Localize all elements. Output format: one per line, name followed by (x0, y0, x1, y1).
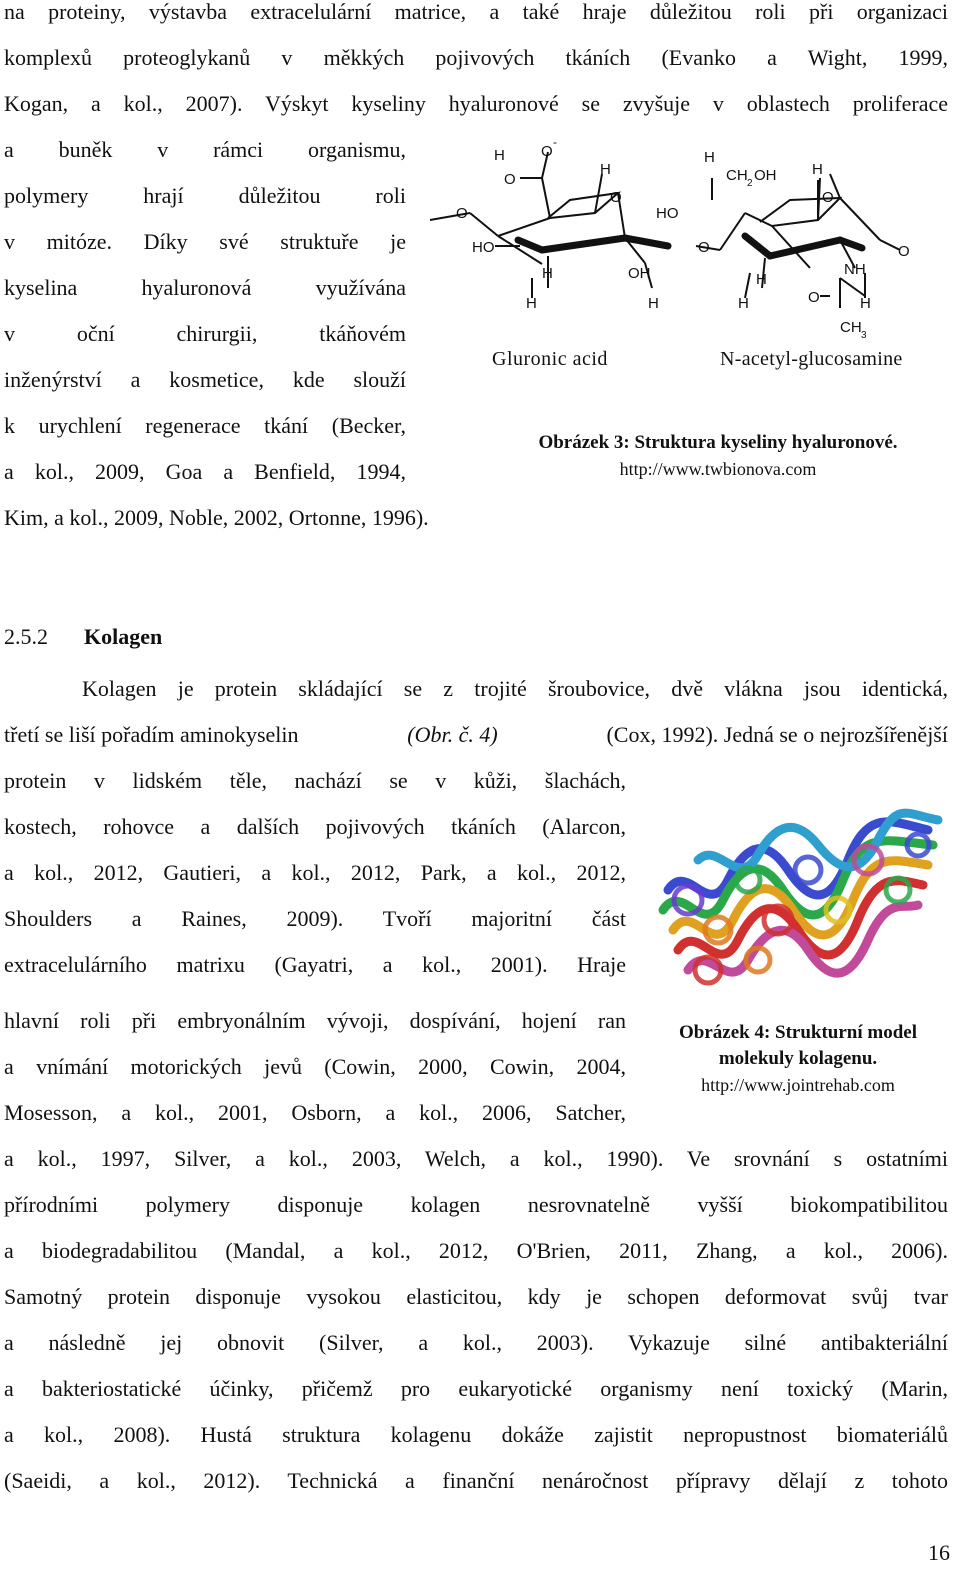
atom-label: OH (754, 167, 777, 184)
text-line: Kim, a kol., 2009, Noble, 2002, Ortonne, 1996). (4, 505, 429, 530)
text-segment: (Cox, 1992). Jedná se o nejrozšířenější (606, 722, 948, 747)
text-line: inženýrství a kosmetice, kde slouží (4, 367, 406, 392)
atom-label: H (600, 161, 611, 178)
text-line: extracelulárního matrixu (Gayatri, a kol., 2001). Hraje (4, 952, 626, 977)
atom-label: O (698, 239, 710, 256)
text-line: k urychlení regenerace tkání (Becker, (4, 413, 406, 438)
text-line: polymery hrají důležitou roli (4, 183, 406, 208)
text-line: (Saeidi, a kol., 2012). Technická a finanční nenáročnost přípravy dělají z tohoto (4, 1468, 948, 1493)
section-title: Kolagen (84, 624, 163, 649)
atom-label: H (494, 147, 505, 164)
atom-label: CH (840, 319, 862, 336)
atom-label: H (756, 271, 767, 288)
figure-hyaluronic-acid (420, 138, 950, 483)
atom-label: - (553, 138, 557, 149)
atom-label: 3 (861, 330, 867, 341)
atom-label: NH (844, 261, 866, 278)
atom-label: O (504, 171, 516, 188)
figure-reference: (Obr. č. 4) (407, 722, 498, 747)
atom-label: O (898, 243, 910, 260)
gluronic-acid-label: Gluronic acid (492, 348, 608, 370)
text-line: hlavní roli při embryonálním vývoji, dospívání, hojení ran (4, 1008, 626, 1033)
atom-label: H (704, 149, 715, 166)
text-line: v mitóze. Díky své struktuře je (4, 229, 406, 254)
figure-collagen-model (648, 800, 948, 1100)
figure-3-caption: Obrázek 3: Struktura kyseliny hyaluronové. (538, 432, 898, 453)
text-line: a buněk v rámci organismu, (4, 137, 406, 162)
collagen-helix-image (648, 800, 948, 1005)
text-line: kyselina hyaluronová využívána (4, 275, 406, 300)
atom-label: OH (628, 265, 651, 282)
text-line: a následně jej obnovit (Silver, a kol., 2003). Vykazuje silné antibakteriální (4, 1330, 948, 1355)
text-line: v oční chirurgii, tkáňovém (4, 321, 406, 346)
atom-label: H (860, 295, 871, 312)
figure-4-caption-line1: Obrázek 4: Strukturní model (678, 1022, 918, 1043)
figure-4-url: http://www.jointrehab.com (701, 1075, 895, 1095)
text-line: a kol., 2009, Goa a Benfield, 1994, (4, 459, 406, 484)
n-acetyl-glucosamine-label: N-acetyl-glucosamine (720, 348, 903, 370)
text-line: komplexů proteoglykanů v měkkých pojivových tkáních (Evanko a Wight, 1999, (4, 45, 948, 70)
atom-label: HO (472, 239, 495, 256)
text-line: přírodními polymery disponuje kolagen nesrovnatelně vyšší biokompatibilitou (4, 1192, 948, 1217)
text-line: a kol., 2012, Gautieri, a kol., 2012, Park, a kol., 2012, (4, 860, 626, 885)
text-line: a kol., 2008). Hustá struktura kolagenu dokáže zajistit nepropustnost biomateriálů (4, 1422, 948, 1447)
text-line: a vnímání motorických jevů (Cowin, 2000, Cowin, 2004, (4, 1054, 626, 1079)
atom-label: H (526, 295, 537, 312)
text-line: a biodegradabilitou (Mandal, a kol., 2012, O'Brien, 2011, Zhang, a kol., 2006). (4, 1238, 948, 1263)
text-line: na proteiny, výstavba extracelulární matrice, a také hraje důležitou roli při organizaci (4, 0, 948, 24)
text-segment: třetí se liší pořadím aminokyselin (4, 722, 299, 747)
text-line: Kogan, a kol., 2007). Výskyt kyseliny hyaluronové se zvyšuje v oblastech proliferace (4, 91, 948, 116)
text-line: Kolagen je protein skládající se z trojité šroubovice, dvě vlákna jsou identická, (82, 676, 948, 701)
text-line: Shoulders a Raines, 2009). Tvoří majoritní část (4, 906, 626, 931)
atom-label: CH (726, 167, 748, 184)
text-line: a kol., 1997, Silver, a kol., 2003, Welch, a kol., 1990). Ve srovnání s ostatními (4, 1146, 948, 1171)
atom-label: O (456, 205, 468, 222)
atom-label: O (610, 189, 622, 206)
atom-label: H (738, 295, 749, 312)
text-line: Samotný protein disponuje vysokou elasticitou, kdy je schopen deformovat svůj tvar (4, 1284, 948, 1309)
page-number: 16 (928, 1540, 950, 1565)
atom-label: H (648, 295, 659, 312)
text-line: kostech, rohovce a dalších pojivových tkáních (Alarcon, (4, 814, 626, 839)
section-number: 2.5.2 (4, 624, 48, 649)
figure-3-url: http://www.twbionova.com (619, 459, 817, 479)
hyaluronic-acid-structure-diagram (420, 138, 950, 348)
text-line: a bakteriostatické účinky, přičemž pro eukaryotické organismy není toxický (Marin, (4, 1376, 948, 1401)
atom-label: H (812, 161, 823, 178)
figure-4-caption-line2: molekuly kolagenu. (718, 1048, 878, 1069)
atom-label: HO (656, 205, 679, 222)
text-line: protein v lidském těle, nachází se v kůži, šlachách, (4, 768, 626, 793)
atom-label: H (542, 265, 553, 282)
atom-label: O (808, 289, 820, 306)
atom-label: O (822, 189, 834, 206)
atom-label: O (541, 143, 553, 160)
atom-label: 2 (747, 178, 753, 189)
text-line: Mosesson, a kol., 2001, Osborn, a kol., 2006, Satcher, (4, 1100, 626, 1125)
text-line (4, 720, 948, 750)
